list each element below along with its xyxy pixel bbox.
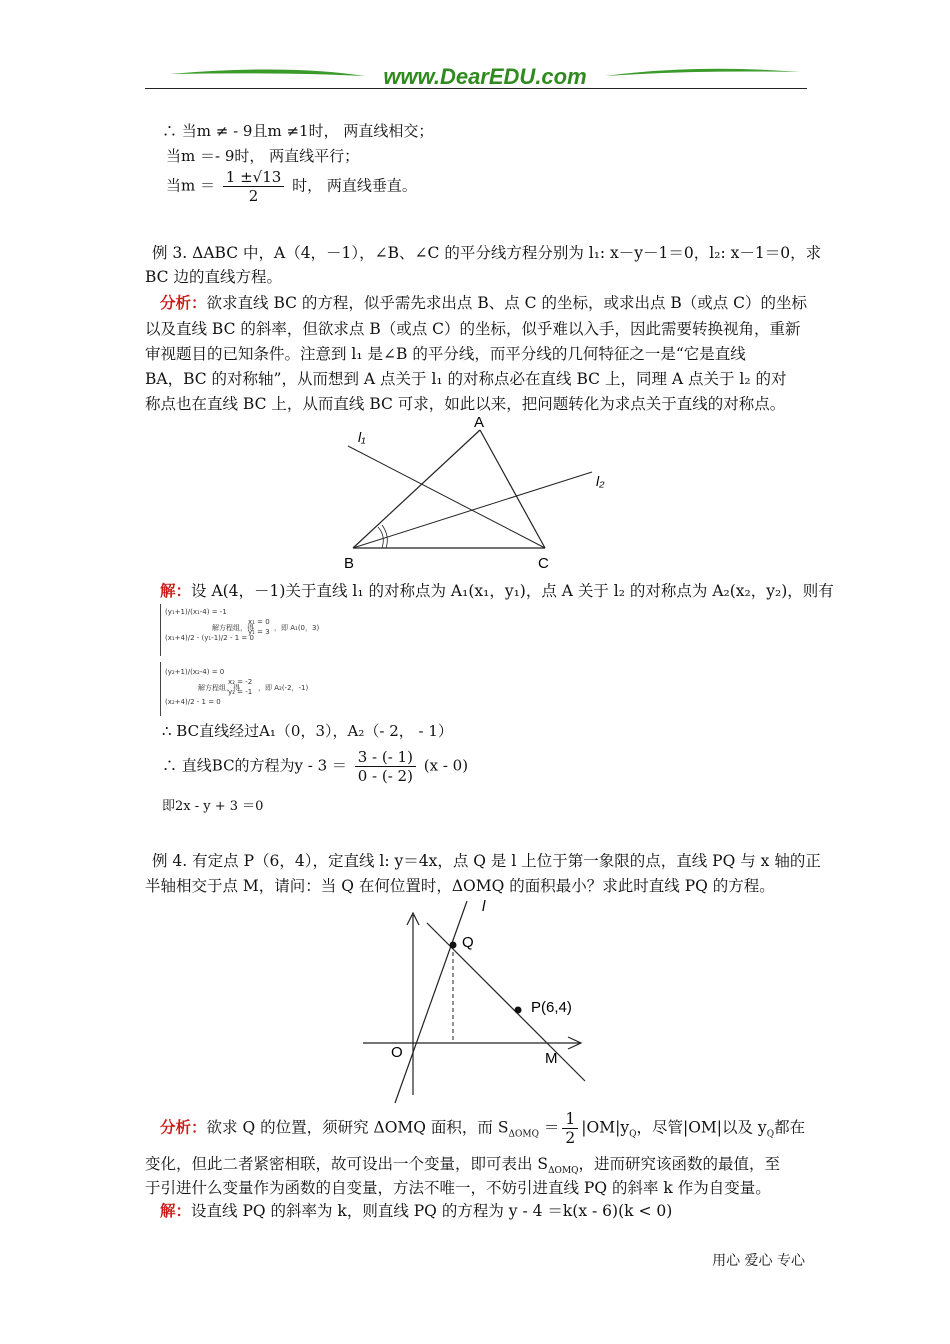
line-l — [395, 901, 467, 1103]
point-c-label: C — [538, 555, 549, 572]
header-rule — [145, 88, 807, 89]
side-ab — [353, 430, 480, 548]
block1-line3: 当m ＝ $\frac{1 \pm√13}{2}$ 时， 两直线垂直。 — [166, 168, 417, 205]
p-label: P(6,4) — [531, 999, 572, 1016]
coordinate-figure — [355, 895, 600, 1105]
ex3-analysis-4: BA，BC 的对称轴”，从而想到 A 点关于 l₁ 的对称点必在直线 BC 上，同理 A 点关于 l₂ 的对 — [145, 370, 787, 388]
l1-label: l₁ — [358, 429, 366, 445]
point-a-label: A — [474, 414, 485, 431]
footer-slogan: 用心 爱心 专心 — [712, 1253, 805, 1269]
ex3-analysis-1: 分析：欲求直线 BC 的方程，似乎需先求出点 B、点 C 的坐标，或求出点 B（或点 C）的坐标 — [160, 293, 808, 312]
equation-systems: (y₁+1)/(x₁-4) = -1 (x₁+4)/2 - (y₁-1)/2 - 1 = 0 解方程组，得 x₁ = 0 y₁ = 3 ，即 A₁(0，3) (y₂+1)/(x₂-4) = 0 (x₂+4)/2 - 1 = 0 解方程组，得 x₂ = -2 y₂ = -1 ，即 A₂(-2，-1) — [160, 604, 340, 716]
ex4-analysis-2: 变化，但此二者紧密相联，故可设出一个变量，即可表出 $S_{\Delta OMQ}$，进而研究该函数的最值，至 — [145, 1155, 781, 1177]
o-label: O — [391, 1044, 403, 1061]
ex3-analysis-5: 称点也在直线 BC 上，从而直线 BC 可求，如此以来，把问题转化为求点关于直线的对称点。 — [145, 395, 786, 413]
triangle-figure — [330, 410, 620, 575]
ex3-solution-2: ∴ BC直线经过A₁（0，3），A₂（- 2， - 1） — [162, 722, 453, 740]
point-q — [450, 942, 457, 949]
ex3-solution-3: ∴ 直线BC的方程为y - 3 ＝ $\frac{3 - (- 1)}{0 - (- 2)}$ (x - 0) — [162, 748, 469, 785]
ex4-solution-1: 解：设直线 PQ 的斜率为 k，则直线 PQ 的方程为 y - 4 ＝k(x - 6)(k < 0) — [160, 1201, 673, 1220]
point-b-label: B — [344, 555, 355, 572]
ex3-question-1: 例 3. ΔABC 中，A（4，－1），∠B、∠C 的平分线方程分别为 l₁: x－y－1＝0，l₂: x－1＝0，求 — [152, 244, 822, 262]
ex3-solution-4: 即2x - y + 3 ＝0 — [162, 799, 264, 814]
site-name: www.DearEDU.com — [383, 64, 587, 89]
ex4-question-2: 半轴相交于点 M，请问：当 Q 在何位置时，ΔOMQ 的面积最小？求此时直线 PQ 的方程。 — [145, 877, 775, 895]
ex3-analysis-3: 审视题目的已知条件。注意到 l₁ 是∠B 的平分线，而平分线的几何特征之一是“它是直线 — [145, 345, 746, 363]
q-label: Q — [462, 934, 474, 951]
ex3-analysis-2: 以及直线 BC 的斜率，但欲求点 B（或点 C）的坐标，似乎难以入手，因此需要转换视角，重新 — [145, 320, 801, 338]
l2-label: l₂ — [596, 473, 605, 489]
ex4-analysis-3: 于引进什么变量作为函数的自变量，方法不唯一，不妨引进直线 PQ 的斜率 k 作为自变量。 — [145, 1179, 771, 1197]
line-l2 — [353, 472, 592, 548]
side-ac — [480, 430, 545, 548]
ex4-question-1: 例 4. 有定点 P（6，4），定直线 l: y＝4x，点 Q 是 l 上位于第一象限的点，直线 PQ 与 x 轴的正 — [152, 852, 821, 870]
ex3-question-2: BC 边的直线方程。 — [145, 268, 282, 286]
block1-line1: ∴ 当m ≠ - 9且m ≠1时， 两直线相交； — [162, 122, 434, 140]
l-label: l — [482, 898, 486, 915]
point-p — [515, 1007, 522, 1014]
m-label: M — [545, 1050, 558, 1067]
ex4-analysis-1: 分析：欲求 Q 的位置，须研究 ΔOMQ 面积，而 $S_{\Delta OMQ}$ ＝ $\frac{1}{2}$ $|OM|y_Q$，尽管|OM|以及 $y_Q$都在 — [160, 1110, 806, 1147]
ex3-solution-1: 解：设 A(4，－1)关于直线 l₁ 的对称点为 A₁(x₁，y₁)，点 A 关于 l₂ 的对称点为 A₂(x₂，y₂)，则有 — [160, 581, 834, 600]
block1-line2: 当m ＝- 9时， 两直线平行； — [166, 147, 360, 165]
